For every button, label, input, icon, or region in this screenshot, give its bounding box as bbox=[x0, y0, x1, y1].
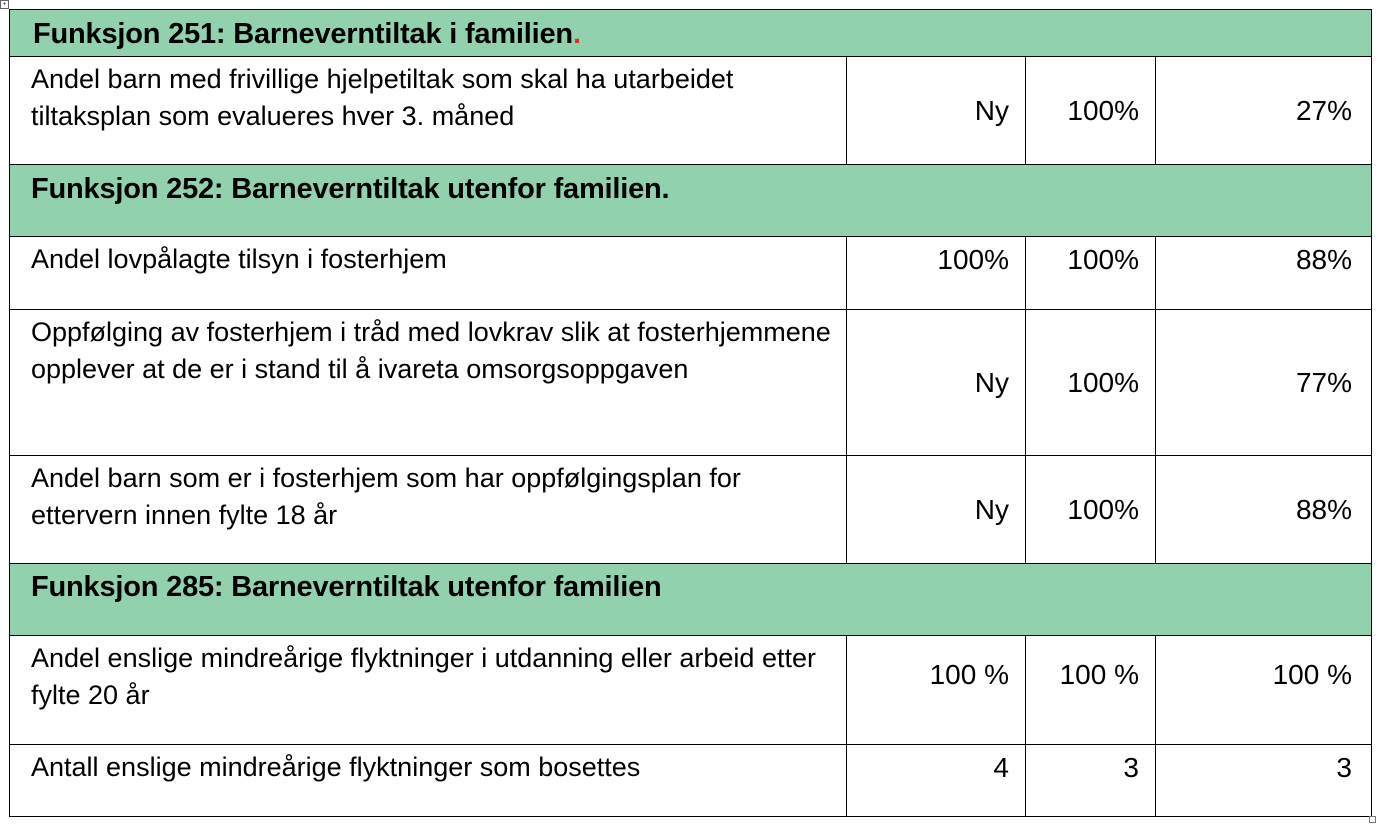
indicator-label: Antall enslige mindreårige flyktninger som bosettes bbox=[10, 745, 847, 817]
value-cell-2: 100% bbox=[1026, 456, 1156, 564]
section-title: Funksjon 285: Barneverntiltak utenfor familien bbox=[31, 571, 662, 603]
value-cell-1: 4 bbox=[847, 745, 1026, 817]
value-cell-3: 77% bbox=[1156, 310, 1372, 456]
section-title: Funksjon 252: Barneverntiltak utenfor familien. bbox=[31, 173, 670, 205]
indicator-label: Andel barn som er i fosterhjem som har oppfølgingsplan for ettervern innen fylte 18 år bbox=[10, 456, 847, 564]
table-move-handle[interactable]: + bbox=[0, 0, 9, 9]
section-title-period: . bbox=[572, 18, 581, 50]
table-row bbox=[10, 57, 1372, 165]
value-cell-2: 100% bbox=[1026, 310, 1156, 456]
value-cell-2: 100% bbox=[1026, 237, 1156, 310]
value-cell-2: 3 bbox=[1026, 745, 1156, 817]
value-cell-3: 100 % bbox=[1156, 636, 1372, 745]
value-cell-1: Ny bbox=[847, 310, 1026, 456]
value-cell-3: 88% bbox=[1156, 237, 1372, 310]
value-cell-2: 100% bbox=[1026, 57, 1156, 165]
value-cell-1: Ny bbox=[847, 456, 1026, 564]
table-row bbox=[10, 237, 1372, 310]
table-row bbox=[10, 456, 1372, 564]
table-row bbox=[10, 636, 1372, 745]
value-cell-1: 100% bbox=[847, 237, 1026, 310]
section-title: Funksjon 251: Barneverntiltak i familien bbox=[33, 18, 573, 50]
indicator-label: Andel barn med frivillige hjelpetiltak som skal ha utarbeidet tiltaksplan som evalueres hver 3. måned bbox=[10, 57, 847, 165]
section-header-285 bbox=[10, 564, 1372, 636]
section-header-251 bbox=[10, 10, 1372, 57]
value-cell-1: Ny bbox=[847, 57, 1026, 165]
kpi-table bbox=[9, 9, 1372, 817]
table-row bbox=[10, 310, 1372, 456]
value-cell-2: 100 % bbox=[1026, 636, 1156, 745]
table-row bbox=[10, 745, 1372, 817]
section-header-252 bbox=[10, 165, 1372, 237]
value-cell-3: 88% bbox=[1156, 456, 1372, 564]
value-cell-3: 3 bbox=[1156, 745, 1372, 817]
value-cell-3: 27% bbox=[1156, 57, 1372, 165]
value-cell-1: 100 % bbox=[847, 636, 1026, 745]
indicator-label: Andel enslige mindreårige flyktninger i utdanning eller arbeid etter fylte 20 år bbox=[10, 636, 847, 745]
indicator-label: Andel lovpålagte tilsyn i fosterhjem bbox=[10, 237, 847, 310]
table-resize-handle[interactable] bbox=[1369, 816, 1376, 823]
indicator-label: Oppfølging av fosterhjem i tråd med lovkrav slik at fosterhjemmene opplever at de er i stand til å ivareta omsorgsoppgaven bbox=[10, 310, 847, 456]
